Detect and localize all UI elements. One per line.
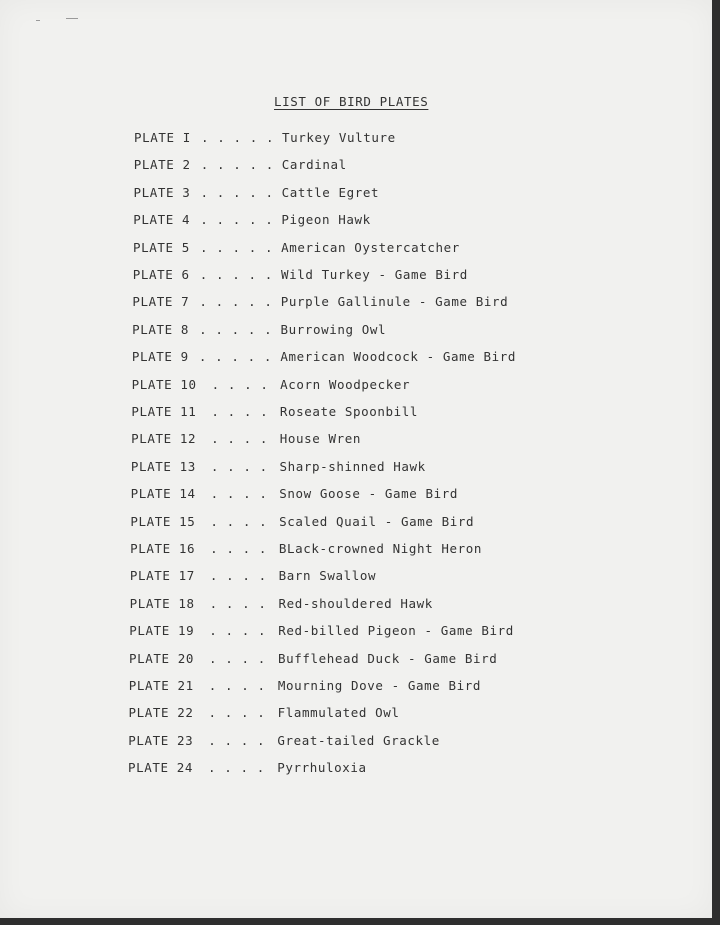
plate-row	[0, 211, 712, 229]
plate-number: PLATE 6	[132, 267, 190, 282]
plate-row	[0, 156, 712, 174]
plate-leader-dots: . . . . .	[198, 349, 273, 364]
scan-frame-bottom	[0, 918, 720, 925]
plate-row	[0, 677, 712, 695]
plate-bird-name: House Wren	[279, 431, 361, 446]
plate-leader-dots: . . . .	[210, 459, 268, 474]
plate-row	[0, 129, 712, 147]
plate-row	[0, 266, 712, 284]
plate-leader-dots: . . . .	[208, 678, 266, 693]
plate-number: PLATE 24	[128, 760, 194, 775]
plate-row	[0, 704, 712, 722]
plate-number: PLATE 11	[131, 404, 197, 419]
plate-row	[0, 567, 712, 585]
plate-bird-name: Turkey Vulture	[282, 130, 396, 145]
plate-leader-dots: . . . .	[209, 651, 266, 666]
plate-row	[0, 184, 712, 202]
plate-bird-name: Burrowing Owl	[280, 322, 387, 337]
plate-row	[0, 650, 712, 668]
plate-number: PLATE 17	[129, 568, 195, 583]
plate-bird-name: Pigeon Hawk	[281, 212, 371, 227]
plate-bird-name: Roseate Spoonbill	[279, 404, 419, 419]
plate-row	[0, 622, 712, 640]
plate-number: PLATE 22	[128, 705, 194, 720]
plate-bird-name: Great-tailed Grackle	[277, 733, 440, 748]
plate-leader-dots: . . . . .	[199, 240, 274, 255]
plate-leader-dots: . . . .	[211, 404, 269, 419]
plate-row	[0, 376, 712, 394]
plate-number: PLATE 14	[130, 486, 196, 501]
plate-row	[0, 595, 712, 613]
plate-number: PLATE I	[134, 130, 191, 145]
plate-number: PLATE 13	[130, 459, 196, 474]
plate-leader-dots: . . . .	[208, 705, 266, 720]
plate-leader-dots: . . . . .	[199, 322, 273, 337]
plate-bird-name: Mourning Dove - Game Bird	[277, 678, 481, 693]
plate-number: PLATE 7	[132, 294, 190, 309]
plate-leader-dots: . . . . .	[200, 185, 274, 200]
plate-row	[0, 403, 712, 421]
plate-bird-name: Barn Swallow	[278, 568, 377, 583]
plate-bird-name: Wild Turkey - Game Bird	[280, 267, 468, 282]
plate-bird-name: Cardinal	[281, 157, 347, 172]
plate-leader-dots: . . . .	[209, 568, 267, 583]
plate-bird-name: Flammulated Owl	[277, 705, 400, 720]
plate-bird-name: BLack-crowned Night Heron	[278, 541, 483, 556]
plate-leader-dots: . . . . .	[200, 212, 274, 227]
plate-number: PLATE 5	[132, 240, 190, 255]
plate-leader-dots: . . . .	[210, 541, 267, 556]
plate-leader-dots: . . . .	[209, 623, 267, 638]
plate-number: PLATE 12	[131, 431, 197, 446]
plate-number: PLATE 16	[130, 541, 196, 556]
plate-bird-name: Sharp-shinned Hawk	[279, 459, 426, 474]
plate-bird-name: Snow Goose - Game Bird	[279, 486, 459, 501]
plate-number: PLATE 2	[133, 157, 191, 172]
plate-bird-name: Cattle Egret	[281, 185, 380, 200]
plate-row	[0, 485, 712, 503]
plate-bird-name: Red-billed Pigeon - Game Bird	[278, 623, 514, 638]
plate-number: PLATE 18	[129, 596, 195, 611]
plate-number: PLATE 3	[133, 185, 191, 200]
plate-leader-dots: . . . . .	[199, 294, 273, 309]
plate-number: PLATE 4	[133, 212, 191, 227]
plate-bird-name: American Oystercatcher	[281, 240, 460, 255]
plate-bird-name: Scaled Quail - Game Bird	[279, 514, 475, 529]
plate-leader-dots: . . . . .	[200, 157, 274, 172]
plate-leader-dots: . . . .	[211, 431, 269, 446]
plate-bird-name: Acorn Woodpecker	[280, 377, 411, 392]
plate-leader-dots: . . . .	[209, 596, 267, 611]
plate-row	[0, 430, 712, 448]
plate-row	[0, 513, 712, 531]
plate-leader-dots: . . . . .	[199, 267, 273, 282]
plate-leader-dots: . . . .	[210, 514, 268, 529]
plate-number: PLATE 19	[129, 623, 195, 638]
plate-number: PLATE 9	[131, 349, 189, 364]
plate-bird-name: Red-shouldered Hawk	[278, 596, 433, 611]
plate-leader-dots: . . . . .	[201, 130, 275, 145]
plate-leader-dots: . . . .	[208, 733, 266, 748]
plate-number: PLATE 8	[132, 322, 190, 337]
plate-row	[0, 348, 712, 366]
plate-row	[0, 458, 712, 476]
plate-row	[0, 293, 712, 311]
plate-number: PLATE 20	[129, 651, 195, 666]
scan-frame-right	[712, 0, 720, 925]
plate-row	[0, 321, 712, 339]
plate-bird-name: Pyrrhuloxia	[277, 760, 367, 775]
plate-bird-name: Bufflehead Duck - Game Bird	[278, 651, 498, 666]
plate-row	[0, 540, 712, 558]
plate-number: PLATE 10	[131, 377, 197, 392]
plate-bird-name: Purple Gallinule - Game Bird	[280, 294, 509, 309]
plate-leader-dots: . . . .	[208, 760, 265, 775]
plate-row	[0, 732, 712, 750]
plate-bird-name: American Woodcock - Game Bird	[280, 349, 516, 364]
plate-row	[0, 759, 712, 777]
plate-leader-dots: . . . .	[210, 486, 268, 501]
plate-number: PLATE 21	[128, 678, 194, 693]
plate-leader-dots: . . . .	[211, 377, 269, 392]
plate-number: PLATE 23	[128, 733, 194, 748]
page-title: LIST OF BIRD PLATES	[274, 94, 429, 109]
plate-row	[0, 239, 712, 257]
plate-number: PLATE 15	[130, 514, 196, 529]
